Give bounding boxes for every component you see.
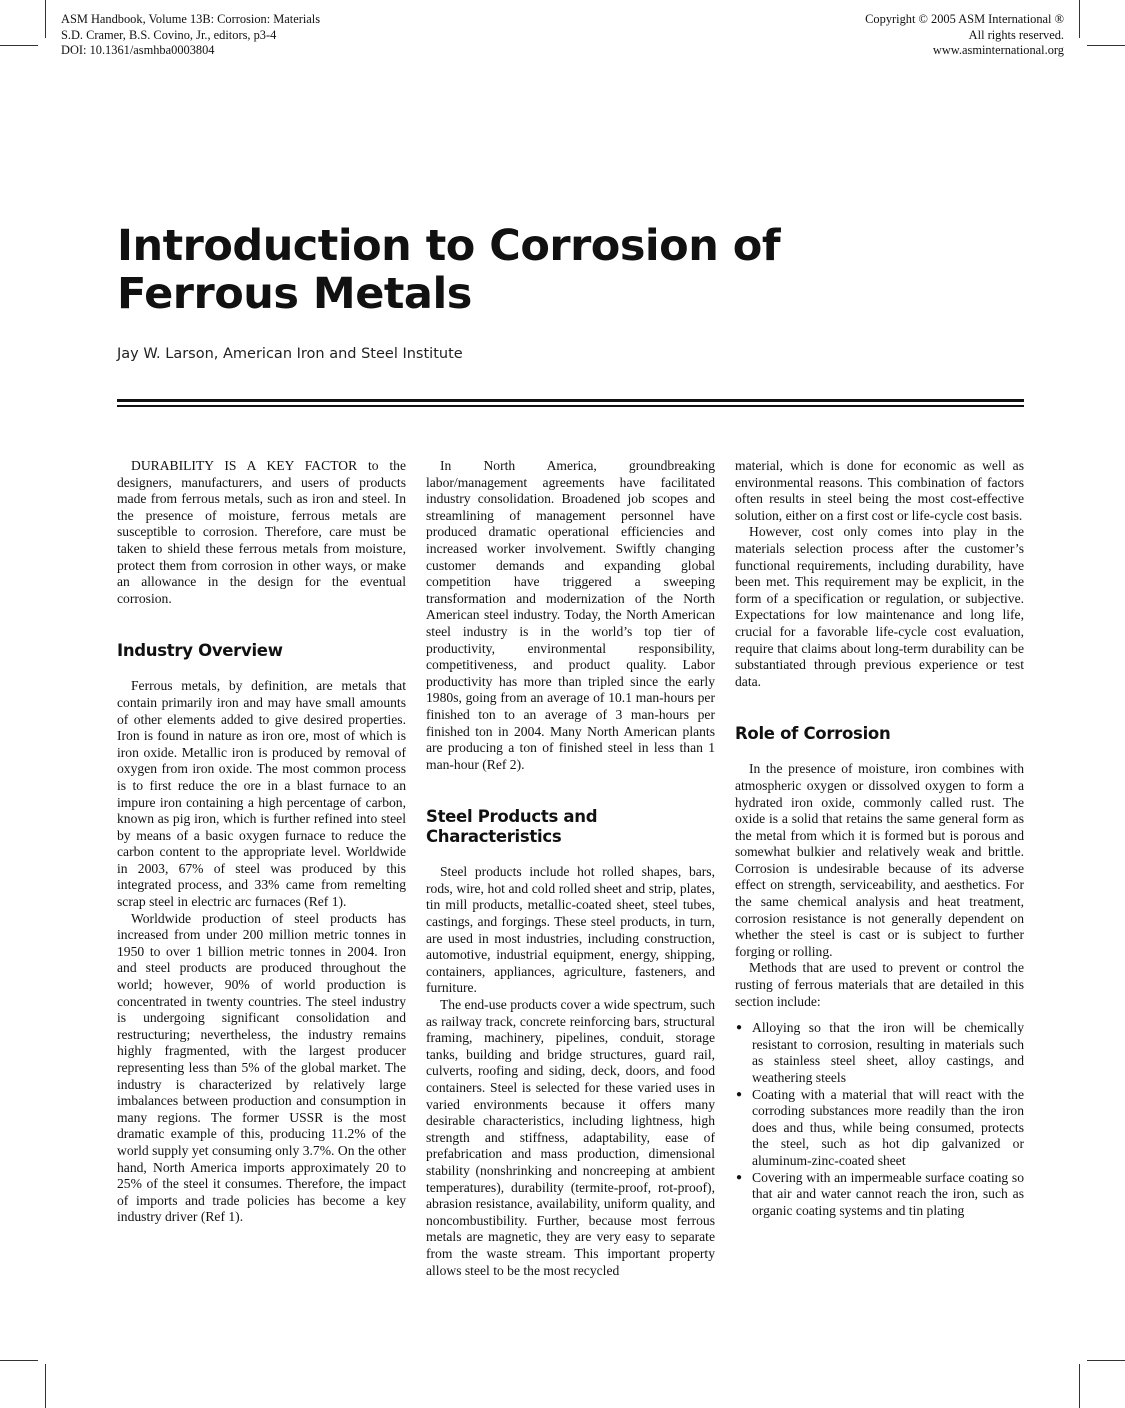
intro-paragraph: DURABILITY IS A KEY FACTOR to the designers, manufacturers, and users of products made from ferrous metals, such as iron and steel. In the presence of moisture, ferrous metals are susceptible to corrosion. Therefore, care must be taken to shield these ferrous metals from moisture, protect them from corrosion in other ways, or make an allowance in the design for the eventual corrosion. — [117, 458, 406, 606]
crop-mark-top-left-horizontal — [0, 45, 38, 46]
article-title — [117, 222, 780, 318]
body-paragraph: Methods that are used to prevent or control the rusting of ferrous materials that are detailed in this section include: — [735, 960, 1024, 1009]
header-handbook-line: ASM Handbook, Volume 13B: Corrosion: Materials — [61, 12, 321, 26]
list-item — [735, 1020, 1024, 1086]
header-copyright-line: Copyright © 2005 ASM International ® — [865, 12, 1064, 26]
title-rule-thick — [117, 399, 1024, 402]
header-copyright — [865, 12, 1064, 59]
header-editors-line: S.D. Cramer, B.S. Covino, Jr., editors, p3-4 — [61, 27, 277, 42]
crop-mark-bottom-left-horizontal — [0, 1360, 38, 1361]
header-website-link[interactable]: www.asminternational.org — [932, 43, 1064, 57]
body-paragraph: In North America, groundbreaking labor/management agreements have facilitated industry consolidation. Broadened job scopes and streamlining of management personnel have produced dramatic operational efficiencies and increased worker involvement. Swiftly changing customer demands and expanding global competition have triggered a sweeping transformation and modernization of the North American steel industry. Today, the North American steel industry is in the world’s top tier of productivity, environmental responsibility, competitiveness, and product quality. Labor productivity has more than tripled since the early 1980s, going from an average of 10.1 man-hours per finished ton to an average of 3 man-hours per finished ton in 2004. Many North American plants are producing a ton of finished steel in less than 1 man-hour (Ref 2). — [426, 458, 715, 772]
bullet-icon: ● — [736, 1022, 743, 1034]
bullet-icon: ● — [736, 1088, 743, 1100]
article-title-line: Introduction to Corrosion of — [117, 221, 781, 271]
list-item-text: Covering with an impermeable surface coating so that air and water cannot reach the iron, such as organic coating systems and tin plating — [752, 1169, 1024, 1218]
body-paragraph: However, cost only comes into play in the materials selection process after the customer’s functional requirements, including durability, have been met. This requirement may be explicit, in the form of a specification or regulation, or subjective. Expectations for low maintenance and long life, crucial for a favorable life-cycle cost evaluation, require that claims about long-term durability can be substantiated through previous experience or test data. — [735, 524, 1024, 689]
section-heading-industry-overview: Industry Overview — [117, 641, 283, 661]
crop-mark-bottom-left-vertical — [45, 1364, 46, 1408]
section-heading-role-of-corrosion: Role of Corrosion — [735, 724, 891, 744]
crop-mark-bottom-right-vertical — [1079, 1364, 1080, 1408]
body-paragraph: In the presence of moisture, iron combines with atmospheric oxygen or dissolved oxygen to form a hydrated iron oxide, commonly called rust. The oxide is a solid that retains the same general form as the metal from which it is formed but is porous and somewhat bulkier and relatively weak and brittle. Corrosion is undesirable because of its adverse effect on strength, serviceability, and aesthetics. For the same chemical analysis and heat treatment, corrosion resistance is not generally dependent on whether the steel is cast or is subject to further forging or rolling. — [735, 761, 1024, 959]
body-paragraph: Worldwide production of steel products has increased from under 200 million metric tonnes in 1950 to over 1 billion metric tonnes in 2004. Iron and steel products are produced throughout the world; however, 90% of world production is concentrated in twenty countries. The steel industry is undergoing significant consolidation and restructuring; nevertheless, the industry remains highly fragmented, with the largest producer representing less than 5% of the global market. The industry is characterized by relatively large imbalances between production and consumption in many regions. The former USSR is the most dramatic example of this, producing 11.2% of the world supply yet consuming only 3.7%. On the other hand, North America imports approximately 20 to 25% of the steel it consumes. Therefore, the impact of imports and trade policies has become a key industry driver (Ref 1). — [117, 910, 406, 1225]
header-citation — [61, 12, 320, 59]
body-paragraph-continued: material, which is done for economic as well as environmental reasons. This combination of factors often results in steel being the most cost-effective solution, either on a first cost or life-cycle cost basis. — [735, 458, 1024, 523]
crop-mark-top-left-vertical — [45, 0, 46, 38]
crop-mark-top-right-vertical — [1079, 0, 1080, 38]
list-item — [735, 1170, 1024, 1220]
text-column-2 — [426, 458, 715, 1279]
list-item — [735, 1087, 1024, 1170]
text-column-3 — [735, 458, 1024, 1219]
text-column-1 — [117, 458, 406, 1226]
crop-mark-top-right-horizontal — [1087, 45, 1125, 46]
title-rule-thin — [117, 405, 1024, 407]
header-rights-line: All rights reserved. — [968, 27, 1064, 42]
body-paragraph: Ferrous metals, by definition, are metals that contain primarily iron and may have small amounts of other elements added to give desired properties. Iron is found in nature as iron ore, most of which is iron oxide. Metallic iron is produced by removal of oxygen from iron oxide. The most common process is to first reduce the ore in a blast furnace to an impure iron containing a high percentage of carbon, known as pig iron, which is further refined into steel by means of a basic oxygen furnace to reduce the carbon content to the appropriate level. Worldwide in 2003, 67% of steel was produced by this integrated process, and 33% came from remelting scrap steel in electric arc furnaces (Ref 1). — [117, 678, 406, 910]
section-heading-steel-products: Steel Products and Characteristics — [426, 807, 598, 847]
crop-mark-bottom-right-horizontal — [1087, 1360, 1125, 1361]
bullet-icon: ● — [736, 1171, 743, 1183]
list-item-text: Alloying so that the iron will be chemically resistant to corrosion, resulting in materials such as stainless steel sheet, alloy castings, and weathering steels — [752, 1020, 1024, 1085]
list-item-text: Coating with a material that will react with the corroding substances more readily than the iron does and thus, while being consumed, protects the steel, such as hot dip galvanized or aluminum-zinc-coated sheet — [752, 1086, 1024, 1168]
article-author: Jay W. Larson, American Iron and Steel Institute — [117, 346, 463, 362]
body-paragraph: Steel products include hot rolled shapes, bars, rods, wire, hot and cold rolled sheet and strip, plates, tin mill products, metallic-coated sheet, steel tubes, castings, and forgings. These steel products, in turn, are used in most industries, including construction, automotive, industrial equipment, energy, shipping, containers, appliances, agriculture, fasteners, and furniture. — [426, 864, 715, 996]
article-title-line: Ferrous Metals — [117, 269, 472, 319]
body-paragraph: The end-use products cover a wide spectrum, such as railway track, concrete reinforcing bars, structural framing, machinery, pipelines, conduit, storage tanks, building and bridge structures, guard rail, culverts, roofing and siding, deck, doors, and food containers. Steel is selected for these varied uses in varied environments because it offers many desirable characteristics, including lightness, high strength and stiffness, adaptability, ease of prefabrication and mass production, dimensional stability (nonshrinking and noncreeping at ambient temperatures), durability (termite-proof, rot-proof), abrasion resistance, availability, uniform quality, and noncombustibility. Further, because most ferrous metals are magnetic, they are very easy to separate from the waste stream. This important property allows steel to be the most recycled — [426, 997, 715, 1278]
corrosion-methods-list — [735, 1020, 1024, 1219]
header-doi-line: DOI: 10.1361/asmhba0003804 — [61, 43, 215, 57]
